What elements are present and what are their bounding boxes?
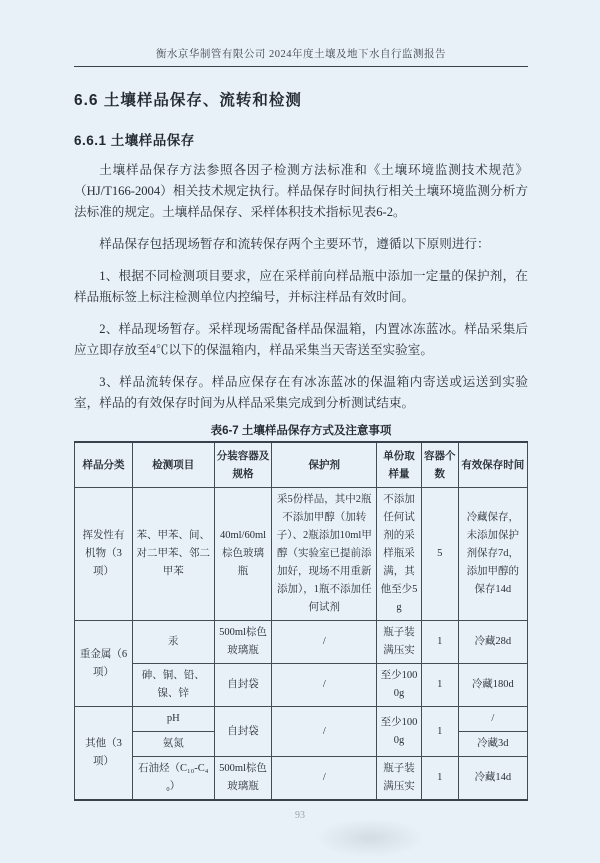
cell-petroleum-retention: 冷藏14d <box>458 757 527 801</box>
cell-hm-others-container: 自封袋 <box>214 664 272 707</box>
table-title: 表6-7 土壤样品保存方式及注意事项 <box>210 425 392 437</box>
header-container-spec: 分装容器及规格 <box>214 442 272 488</box>
cell-mercury-count: 1 <box>421 621 458 664</box>
sample-preservation-table <box>74 441 528 801</box>
cell-heavy-metal-category: 重金属（6项） <box>75 621 133 707</box>
cell-voc-protectant: 采5份样品，其中2瓶不添加甲醇（加转子）、2瓶添加10ml甲醇（实验室已提前添加好，现场不用重新添加），1瓶不添加任何试剂 <box>272 488 377 621</box>
cell-hm-others-items: 砷、铜、铅、镍、锌 <box>132 664 214 707</box>
cell-voc-retention: 冷藏保存，未添加保护剂保存7d，添加甲醇的保存14d <box>458 488 527 621</box>
section-heading-6-6: 6.6 土壤样品保存、流转和检测 <box>74 92 302 109</box>
table-row-heavy-metal-others <box>75 664 528 707</box>
cell-petroleum-protectant: / <box>272 757 377 801</box>
cell-hm-others-retention: 冷藏180d <box>458 664 527 707</box>
header-retention-time: 有效保存时间 <box>458 442 527 488</box>
cell-ph-ammonia-amount: 至少1000g <box>377 707 422 757</box>
cell-mercury-retention: 冷藏28d <box>458 621 527 664</box>
table-row-other-petroleum <box>75 757 528 801</box>
cell-petroleum-container: 500ml棕色玻璃瓶 <box>214 757 272 801</box>
cell-other-category: 其他（3项） <box>75 707 133 801</box>
cell-petroleum-count: 1 <box>421 757 458 801</box>
cell-mercury-container: 500ml棕色玻璃瓶 <box>214 621 272 664</box>
cell-voc-count: 5 <box>421 488 458 621</box>
header-test-items: 检测项目 <box>132 442 214 488</box>
cell-mercury-items: 汞 <box>132 621 214 664</box>
paragraph-preservation-method: 土壤样品保存方法参照各因子检测方法标准和《土壤环境监测技术规范》（HJ/T166-2004）相关技术规定执行。样品保存时间执行相关土壤环境监测分析方法标准的规定。土壤样品保存、采样体积技术指标见表6-2。 <box>74 163 528 219</box>
cell-ammonia-items: 氨氮 <box>132 732 214 757</box>
cell-ph-ammonia-protectant: / <box>272 707 377 757</box>
cell-voc-amount: 不添加任何试剂的采样瓶采满，其他至少5g <box>377 488 422 621</box>
paragraph-preservation-principles: 样品保存包括现场暂存和流转保存两个主要环节，遵循以下原则进行： <box>99 237 490 251</box>
header-container-count: 容器个数 <box>421 442 458 488</box>
table-header-row <box>75 442 528 488</box>
cell-petroleum-amount: 瓶子装满压实 <box>377 757 422 801</box>
cell-voc-category: 挥发性有机物（3项） <box>75 488 133 621</box>
table-row-other-ph <box>75 707 528 732</box>
running-head: 衡水京华制管有限公司 2024年度土壤及地下水自行监测报告 <box>74 46 528 67</box>
cell-hm-others-amount: 至少1000g <box>377 664 422 707</box>
page-number: 93 <box>295 810 305 821</box>
section-heading-6-6-1: 6.6.1 土壤样品保存 <box>74 133 195 148</box>
list-item-2: 2、样品现场暂存。采样现场需配备样品保温箱，内置冰冻蓝冰。样品采集后应立即存放至4℃以下的保温箱内，样品采集当天寄送至实验室。 <box>74 322 528 357</box>
scan-artifact <box>315 818 425 858</box>
cell-hm-others-protectant: / <box>272 664 377 707</box>
header-protectant: 保护剂 <box>272 442 377 488</box>
cell-ph-ammonia-container: 自封袋 <box>214 707 272 757</box>
cell-voc-items: 苯、甲苯、间、对二甲苯、邻二甲苯 <box>132 488 214 621</box>
cell-ammonia-retention: 冷藏3d <box>458 732 527 757</box>
cell-ph-retention: / <box>458 707 527 732</box>
cell-petroleum-items: 石油烃（C₁₀-C₄₀） <box>132 757 214 801</box>
cell-mercury-protectant: / <box>272 621 377 664</box>
header-sample-amount: 单份取样量 <box>377 442 422 488</box>
cell-mercury-amount: 瓶子装满压实 <box>377 621 422 664</box>
table-row-voc <box>75 488 528 621</box>
list-item-3: 3、样品流转保存。样品应保存在有冰冻蓝冰的保温箱内寄送或运送到实验室，样品的有效保存时间为从样品采集完成到分析测试结束。 <box>74 375 528 410</box>
cell-ph-ammonia-count: 1 <box>421 707 458 757</box>
cell-ph-items: pH <box>132 707 214 732</box>
header-sample-category: 样品分类 <box>75 442 133 488</box>
table-row-heavy-metal-mercury <box>75 621 528 664</box>
cell-voc-container: 40ml/60ml棕色玻璃瓶 <box>214 488 272 621</box>
cell-hm-others-count: 1 <box>421 664 458 707</box>
list-item-1: 1、根据不同检测项目要求，应在采样前向样品瓶中添加一定量的保护剂，在样品瓶标签上标注检测单位内控编号，并标注样品有效时间。 <box>74 269 528 304</box>
